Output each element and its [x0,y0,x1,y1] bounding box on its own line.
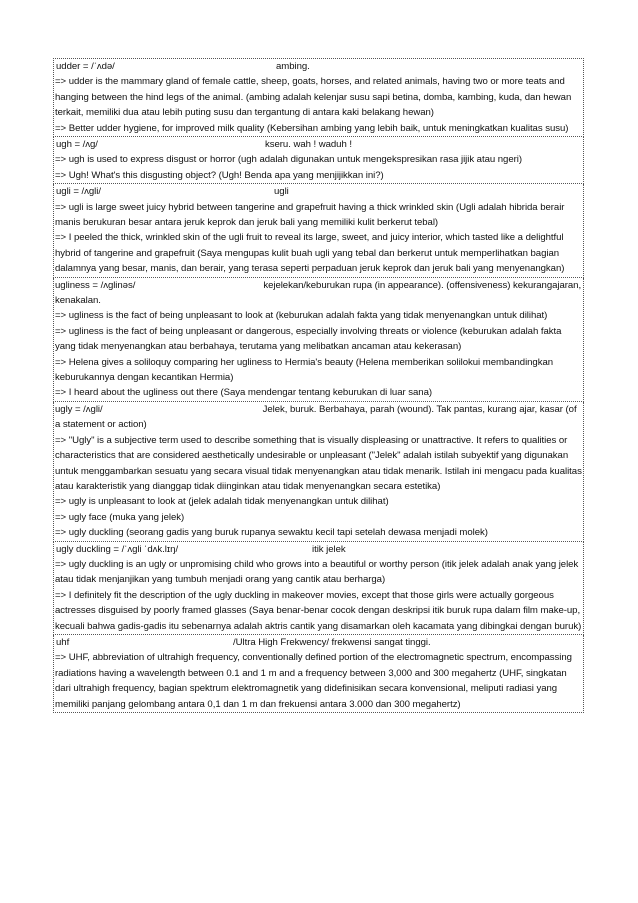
entry-term: udder = /ˈʌdə/ [56,61,115,72]
entry-line: => I definitely fit the description of the ugly duckling in makeover movies, except that those girls were actually gorgeous actresses disguised by poorly framed glasses (Saya benar-benar cocok dengan deskripsi itik buruk rupa dalam film make-up, kecuali bahwa gadis-gadis itu sebenarnya adalah aktris cantik yang disamarkan oleh kacamata yang dibingkai dengan buruk) [55,589,582,632]
entry-ugli [53,184,584,277]
entry-ugh [53,137,584,184]
entry-ugly [53,402,584,542]
entry-term: ugli = /ʌgli/ [56,186,101,198]
entry-udder [53,58,584,137]
entry-term: ugh = /ʌg/ [56,139,98,151]
entry-meaning: /Ultra High Frekwency/ frekwensi sangat tinggi. [233,636,431,648]
entry-headline [55,137,582,152]
entry-headline [55,402,582,433]
entry-line: => UHF, abbreviation of ultrahigh frequency, conventionally defined portion of the electromagnetic spectrum, encompassing radiations having a wavelength between 0.1 and 1 m and a frequency between 3,000 and 300 megahertz (UHF, singkatan dari ultrahigh frequency, bagian spektrum elektromagnetik yang didefinisikan secara konvensional, meliputi radiasi yang memiliki panjang gelombang antara 0,1 dan 1 m dan frekuensi antara 3.000 dan 300 megahertz) [55,652,572,710]
entry-meaning: itik jelek [312,543,346,555]
entry-line: => Better udder hygiene, for improved milk quality (Kebersihan ambing yang lebih baik, untuk meningkatkan kualitas susu) [55,122,569,134]
entry-line: => Helena gives a soliloquy comparing her ugliness to Hermia's beauty (Helena memberikan solilokui membandingkan keburukannya dengan kecantikan Hermia) [55,356,554,384]
entry-line: => ugly duckling (seorang gadis yang buruk rupanya sewaktu kecil tapi setelah dewasa menjadi molek) [55,527,488,539]
entry-line: => ugly duckling is an ugly or unpromising child who grows into a beautiful or worthy person (itik jelek adalah anak yang jelek atau tidak menjanjikan yang tumbuh menjadi orang yang cantik atau berharga) [55,558,579,586]
entry-line: => ugliness is the fact of being unpleasant to look at (keburukan adalah fakta yang tidak menyenangkan untuk dilihat) [55,310,548,322]
entry-uhf [53,635,584,713]
entry-term: ugly duckling = /ˈʌgli ˈdʌk.lɪŋ/ [56,543,179,555]
entry-meaning: kejelekan/keburukan rupa (in appearance). (offensiveness) kekurangajaran, kenakalan. [55,279,582,307]
entry-line: => ugly is unpleasant to look at (jelek adalah tidak menyenangkan untuk dilihat) [55,496,389,508]
entry-meaning: ugli [274,186,289,198]
entry-meaning: Jelek, buruk. Berbahaya, parah (wound). Tak pantas, kurang ajar, kasar (of a statement or action) [55,403,577,431]
dictionary-page [53,58,584,713]
entry-line: => "Ugly" is a subjective term used to describe something that is visually displeasing or unattractive. It refers to qualities or characteristics that are considered aesthetically undesirable or unpleasant ("Jelek" adalah istilah subyektif yang digunakan untuk menggambarkan sesuatu yang secara visual tidak menyenangkan atau tidak menarik. Istilah ini mengacu pada kualitas atau karakteristik yang dianggap tidak diinginkan atau tidak menyenangkan secara estetika) [55,434,582,492]
entry-headline [55,542,582,557]
entry-line: => I peeled the thick, wrinkled skin of the ugli fruit to reveal its large, sweet, and juicy interior, which tasted like a delightful hybrid of tangerine and grapefruit (Saya mengupas kulit buah ugli yang tebal dan berkerut untuk memperlihatkan bagian dalamnya yang besar, manis, dan berair, yang terasa seperti perpaduan jeruk keprok dan jeruk bali yang menyenangkan) [55,232,565,275]
entry-headline [55,59,582,74]
entry-line: => ugliness is the fact of being unpleasant or dangerous, especially involving threats or violence (keburukan adalah fakta yang tidak menyenangkan atau berbahaya, terutama yang melibatkan ancaman atau kekerasan) [55,325,562,353]
entry-ugliness [53,278,584,402]
entry-line: => ugh is used to express disgust or horror (ugh adalah digunakan untuk mengekspresikan rasa jijik atau ngeri) [55,154,523,166]
entry-line: => Ugh! What's this disgusting object? (Ugh! Benda apa yang menjijikkan ini?) [55,169,384,181]
entry-term: ugly = /ʌgli/ [55,403,103,415]
entry-term: ugliness = /ʌglinəs/ [55,279,136,291]
entry-meaning: kseru. wah ! waduh ! [265,139,352,151]
entry-term: uhf [56,636,70,648]
entry-line: => ugli is large sweet juicy hybrid between tangerine and grapefruit having a thick wrinkled skin (Ugli adalah hibrida berair manis berukuran besar antara jeruk keprok dan jeruk bali yang memiliki kulit berkerut tebal) [55,201,565,229]
entry-headline [55,278,582,309]
entry-ugly-duckling [53,542,584,635]
entry-line: => ugly face (muka yang jelek) [55,511,185,523]
entry-headline [55,184,582,199]
entry-meaning: ambing. [276,61,310,72]
entry-line: => udder is the mammary gland of female cattle, sheep, goats, horses, and related animals, having two or more teats and hanging between the hind legs of the animal. (ambing adalah kelenjar susu sapi betina, domba, kambing, kuda, dan hewan terkait, memiliki dua atau lebih puting susu dan tergantung di antara kaki belakang hewan) [55,76,572,119]
entry-line: => I heard about the ugliness out there (Saya mendengar tentang keburukan di luar sana) [55,387,432,399]
entry-headline [55,635,582,650]
